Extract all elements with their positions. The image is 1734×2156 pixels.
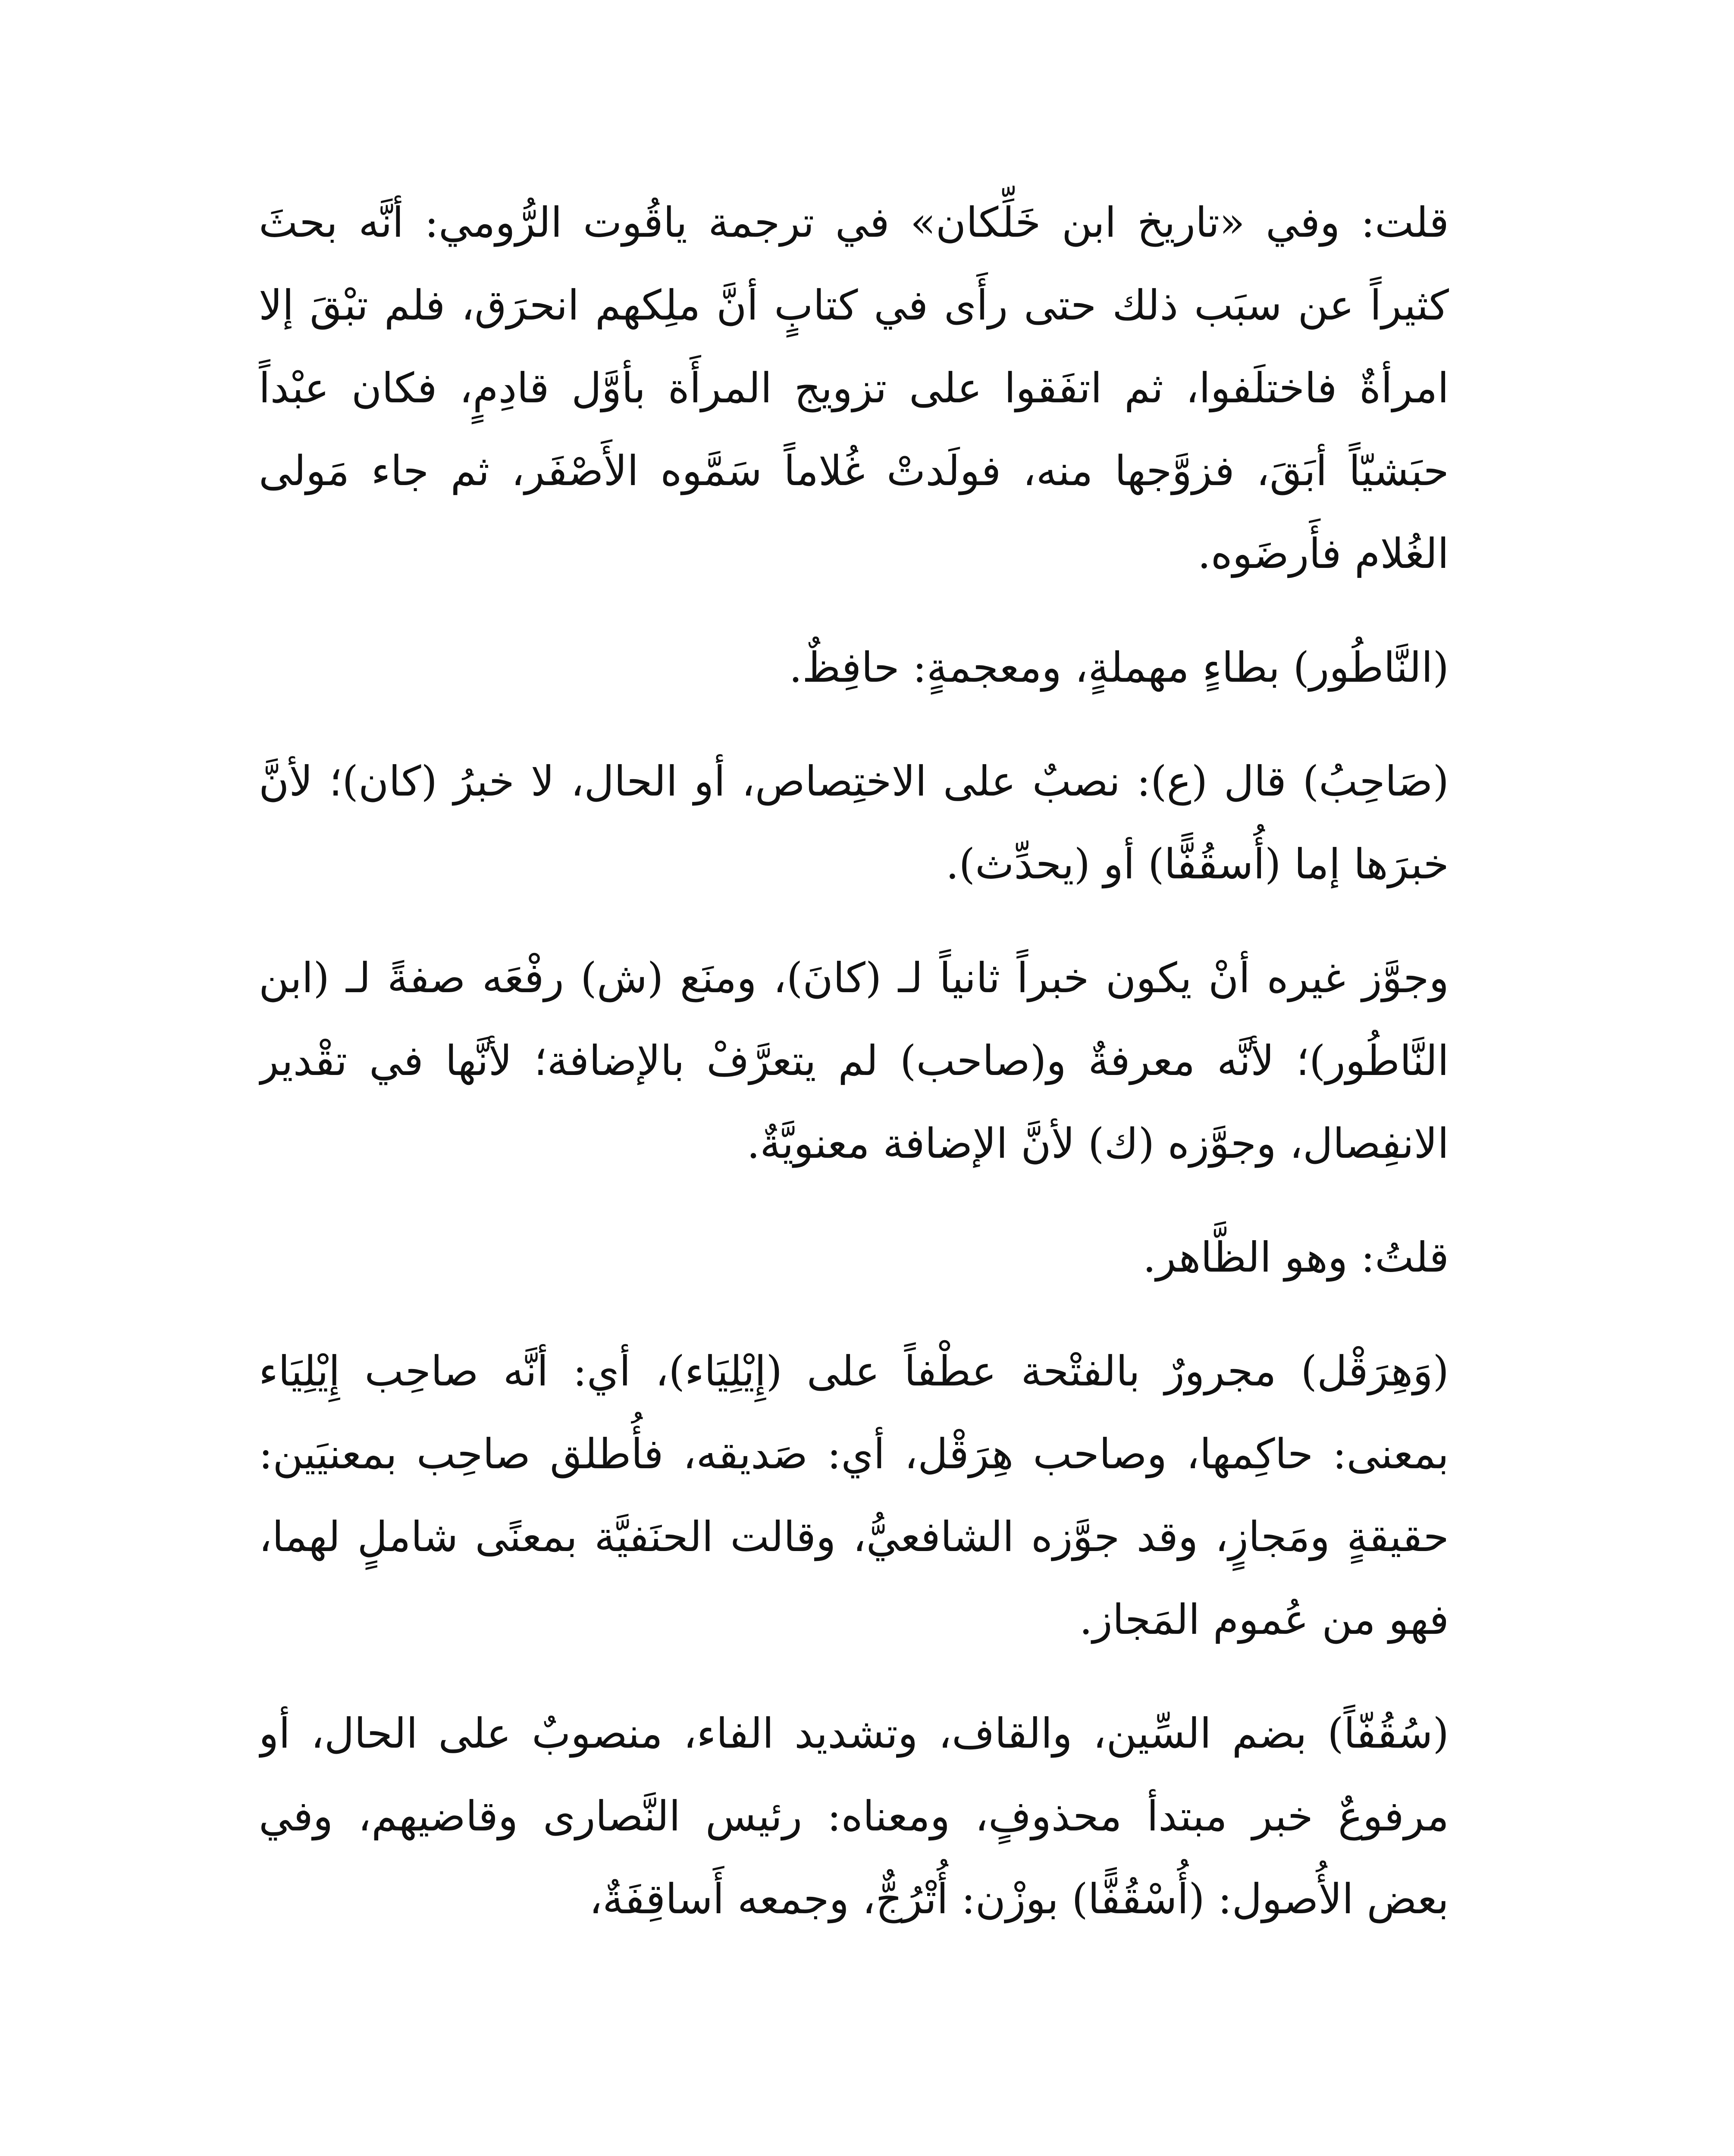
paragraph-yaqut-note: قلت: وفي «تاريخ ابن خَلِّكان» في ترجمة ياقُوت الرُّومي: أنَّه بحثَ كثيراً عن سبَب ذلك حتى رأَى في كتابٍ أنَّ ملِكهم انحرَق، فلم تبْقَ إلا امرأةٌ فاختلَفوا، ثم اتفَقوا على تزويج المرأَة بأوَّل قادِمٍ، فكان عبْداً حبَشيّاً أبَقَ، فزوَّجها منه، فولَدتْ غُلاماً سَمَّوه الأَصْفَر، ثم جاء مَولى الغُلام فأَرضَوه. (259, 198, 1449, 578)
paragraph-natur-definition: (النَّاطُور) بطاءٍ مهملةٍ، ومعجمةٍ: حافِظٌ. (789, 643, 1449, 692)
paragraph-alternative-parsing: وجوَّز غيره أنْ يكون خبراً ثانياً لـ (كانَ)، ومنَع (ش) رفْعَه صفةً لـ (ابن النَّاطُور)؛ لأنَّه معرفةٌ و(صاحب) لم يتعرَّفْ بالإضافة؛ لأنَّها في تقْدير الانفِصال، وجوَّزه (ك) لأنَّ الإضافة معنويَّةٌ. (259, 954, 1449, 1168)
main-text-block (259, 181, 1449, 2156)
paragraph-sahib-grammar: (صَاحِبُ) قال (ع): نصبٌ على الاختِصاص، أو الحال، لا خبرُ (كان)؛ لأنَّ خبرَها إما (أُسقُفًّا) أو (يحدِّث). (259, 757, 1449, 888)
paragraph-heraclius: (وَهِرَقْل) مجرورٌ بالفتْحة عطْفاً على (إِيْلِيَاء)، أي: أنَّه صاحِب إِيْلِيَاء بمعنى: حاكِمها، وصاحب هِرَقْل، أي: صَديقه، فأُطلق صاحِب بمعنيَين: حقيقةٍ ومَجازٍ، وقد جوَّزه الشافعيُّ، وقالت الحنَفيَّة بمعنًى شاملٍ لهما، فهو من عُموم المَجاز. (259, 1347, 1449, 1644)
paragraph-author-opinion: قلتُ: وهو الظَّاهر. (1143, 1233, 1449, 1282)
paragraph-bishop-definition: (سُقُفّاً) بضم السِّين، والقاف، وتشديد الفاء، منصوبٌ على الحال، أو مرفوعٌ خبر مبتدأ محذوفٍ، ومعناه: رئيس النَّصارى وقاضيهم، وفي بعض الأُصول: (أُسْقُفًّا) بوزْن: أُتْرُجٌّ، وجمعه أَساقِفَةٌ، (259, 1709, 1449, 1923)
